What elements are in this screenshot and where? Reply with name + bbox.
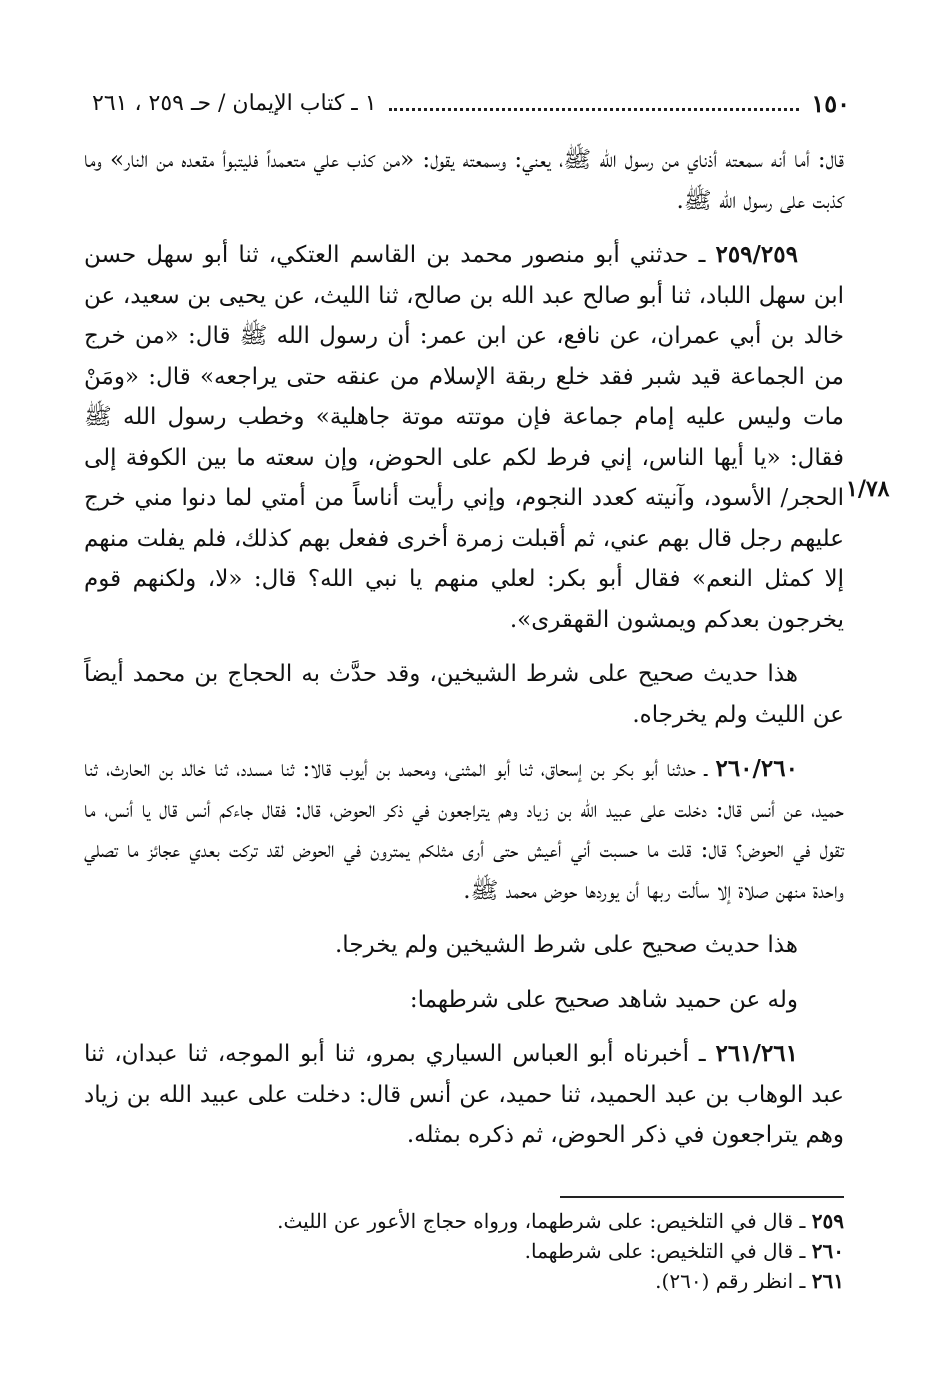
footnote-259 xyxy=(277,1206,844,1236)
footnote-text: ـ قال في التلخيص: على شرطهما. xyxy=(524,1239,806,1263)
footnote-number: ٢٦١ xyxy=(811,1269,844,1293)
margin-volume-reference: ١/٧٨ xyxy=(846,476,890,502)
commentary-259: هذا حديث صحيح على شرط الشيخين، وقد حدَّث به الحجاج بن محمد أيضاً عن الليث ولم يخرجاه. xyxy=(84,661,844,728)
hadith-261 xyxy=(84,1034,844,1156)
dotted-leader xyxy=(389,96,800,111)
commentary-260: هذا حديث صحيح على شرط الشيخين ولم يخرجا. xyxy=(335,932,798,958)
hadith-number: ٢٦٠/٢٦٠ xyxy=(715,755,798,782)
footnote-text: ـ قال في التلخيص: على شرطهما، ورواه حجاج الأعور عن الليث. xyxy=(277,1209,806,1233)
footnote-separator xyxy=(560,1196,844,1198)
hadith-number: ٢٦١/٢٦١ xyxy=(715,1040,799,1067)
supporting-note-260: وله عن حميد شاهد صحيح على شرطهما: xyxy=(409,986,798,1013)
page-header xyxy=(92,86,850,120)
hadith-text: ـ حدثنا أبو بكر بن إسحاق، ثنا أبو المثنى، ومحمد بن أيوب قالا: ثنا مسدد، ثنا خالد بن الحارث، ثنا حميد، عن أنس قال: دخلت على عبيد الله بن زياد وهم يتراجعون في ذكر الحوض، قال: فقال جاءكم أنس قال يا أنس، ما تقول في الحوض؟ قال: قلت ما حسبت أني أعيش حتى أرى مثلكم يمترون في الحوض لقد تركت بعدي عجائز ما تصلي واحدة منهن صلاة إلا سألت ربها أن يوردها حوض محمد ﷺ. xyxy=(84,756,844,904)
footnote-261 xyxy=(284,1266,844,1296)
page-number: ١٥٠ xyxy=(811,88,850,118)
footnote-260 xyxy=(284,1236,844,1266)
hadith-number: ٢٥٩/٢٥٩ xyxy=(715,241,798,268)
intro-paragraph: قال: أما أنه سمعته أذناي من رسول الله ﷺ، يعني: وسمعته يقول: «من كذب علي متعمداً فليتبوأ مقعده من النار» وما كذبت على رسول الله ﷺ. xyxy=(84,147,844,214)
footnote-text: ـ انظر رقم (٢٦٠). xyxy=(655,1269,806,1293)
footnote-number: ٢٦٠ xyxy=(811,1239,844,1263)
main-text xyxy=(84,140,844,1170)
hadith-260 xyxy=(84,749,844,911)
hadith-259 xyxy=(84,235,844,640)
hadith-text: ـ حدثني أبو منصور محمد بن القاسم العتكي، ثنا أبو سهل حسن ابن سهل اللباد، ثنا أبو صالح عبد الله بن صالح، ثنا الليث، عن يحيى بن سعيد، عن خالد بن أبي عمران، عن نافع، عن ابن عمر: أن رسول الله ﷺ قال: «من خرج من الجماعة قيد شبر فقد خلع ربقة الإسلام من عنقه حتى يراجعه» قال: «ومَنْ مات وليس عليه إمام جماعة فإن موتته موتة جاهلية» وخطب رسول الله ﷺ فقال: «يا أيها الناس، إني فرط لكم على الحوض، وإن سعته ما بين الكوفة إلى الحجر/ الأسود، وآنيته كعدد النجوم، وإني رأيت أناساً من أمتي لما دنوا مني خرج عليهم رجل قال بهم عني، ثم أقبلت زمرة أخرى ففعل بهم كذلك، فلم يفلت منهم إلا كمثل النعم» فقال أبو بكر: لعلي منهم يا نبي الله؟ قال: «لا، ولكنهم قوم يخرجون بعدكم ويمشون القهقرى». xyxy=(84,242,844,633)
hadith-text: ـ أخبرناه أبو العباس السياري بمرو، ثنا أبو الموجه، ثنا عبدان، ثنا عبد الوهاب بن عبد الحميد، ثنا حميد، عن أنس قال: دخلت على عبيد الله بن زياد وهم يتراجعون في ذكر الحوض، ثم ذكره بمثله. xyxy=(84,1041,844,1148)
running-title: ١ ـ كتاب الإيمان / حـ ٢٥٩ ، ٢٦١ xyxy=(92,90,377,116)
footnotes xyxy=(277,1206,844,1296)
footnote-number: ٢٥٩ xyxy=(811,1209,844,1233)
